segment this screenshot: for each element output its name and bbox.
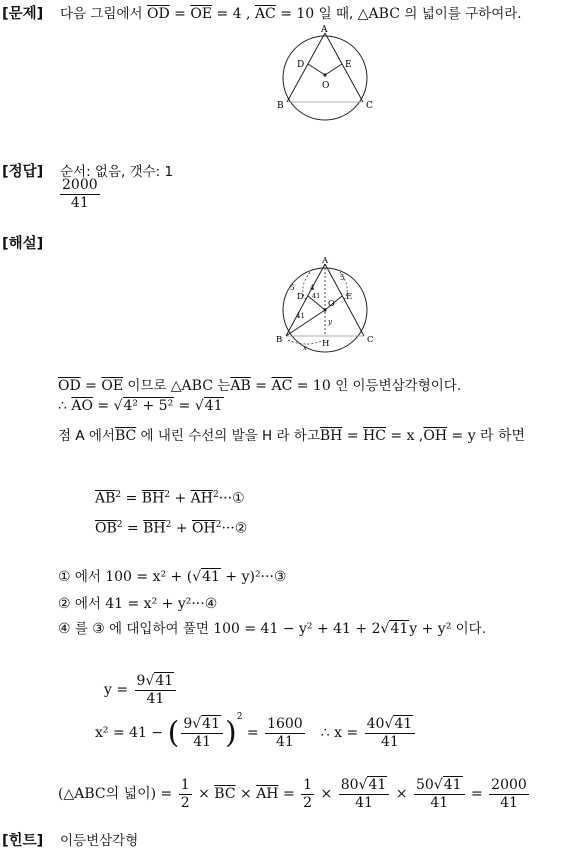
label-d: D	[297, 292, 304, 302]
problem-text: 다음 그림에서 $\overline{OD} = \overline{OE} = 4$ , $\overline{AC} = 10$ 일 때, △ABC 의 넓이를 구하여라.	[60, 6, 522, 22]
step-line-1: ① 에서 100 = x² + (√41 + y)²···③	[58, 569, 287, 585]
problem-figure	[270, 22, 380, 122]
solution-line-2: ∴ $\overline{AO} = √4^2 + 5^2 = √41$	[58, 398, 223, 414]
equation-1: $\overline{AB}^2 = \overline{BH}^2$ + $\overline{AH}^2\cdot\cdot\cdot ①$	[95, 490, 245, 507]
label-o: O	[328, 299, 335, 309]
solution-label: [해설]	[2, 236, 44, 252]
label-a: A	[321, 25, 328, 35]
answer-fraction: $\frac{2000}{41}$	[62, 177, 98, 211]
label-c: C	[366, 101, 373, 111]
answer-label: [정답]	[2, 164, 44, 180]
solution-line-1: $\overline{OD} = \overline{OE}$ 이므로 △ABC 는$\overline{AB} = \overline{AC} = 10$ 인 이등변삼각형이다.	[58, 378, 462, 394]
length-label: 5	[340, 274, 345, 282]
y-equation: y = $\frac{9√41}{41}$	[104, 674, 178, 706]
solution-figure	[270, 252, 380, 356]
length-label: 5	[290, 284, 295, 292]
label-d: D	[297, 60, 305, 70]
hint-label: [힌트]	[2, 833, 44, 849]
length-label: 41	[296, 312, 305, 320]
answer-order: 순서: 없음, 갯수: 1	[60, 164, 174, 180]
y-label: y	[328, 318, 332, 326]
label-b: B	[276, 335, 283, 345]
x-equation: x² = 41 − ( $\frac{9√41}{41}$ )$^2$ = $\frac{1600}{41}$ ∴ x = $\frac{40√41}{41}$	[95, 712, 417, 751]
label-e: E	[345, 60, 352, 70]
label-a: A	[322, 256, 329, 266]
x-label: x	[303, 344, 307, 352]
label-o: O	[322, 81, 330, 91]
length-label: 4	[310, 284, 315, 292]
label-c: C	[367, 335, 374, 345]
solution-line-3: 점 A 에서$\overline{BC}$ 에 내린 수선의 발을 H 라 하고$\overline{BH} = \overline{HC} = x$ $,\overline{OH} = y$ 라 하면	[58, 428, 526, 444]
hint-text: 이등변삼각형	[60, 833, 139, 849]
label-e: E	[346, 292, 353, 302]
label-b: B	[277, 101, 284, 111]
equation-2: $\overline{OB}^2 = \overline{BH}^2$ + $\overline{OH}^2\cdot\cdot\cdot ②$	[95, 520, 248, 537]
step-line-3: ④ 를 ③ 에 대입하여 풀면 100 = 41 − y² + 41 + 2√41y + y² 이다.	[58, 621, 486, 637]
problem-label: [문제]	[2, 6, 44, 22]
length-label: 41	[312, 292, 321, 300]
area-equation: (△ABC의 넓이) = $\frac{1}{2}$ × $\overline{BC} \times \overline{AH}$ = $\frac{1}{2}$ × $\frac{80√41}{41}$ × $\frac{50√41}{41}$ = $\frac{2000}{41}$	[58, 777, 527, 811]
step-line-2: ② 에서 41 = x² + y²···④	[58, 596, 218, 612]
label-h: H	[322, 339, 330, 349]
